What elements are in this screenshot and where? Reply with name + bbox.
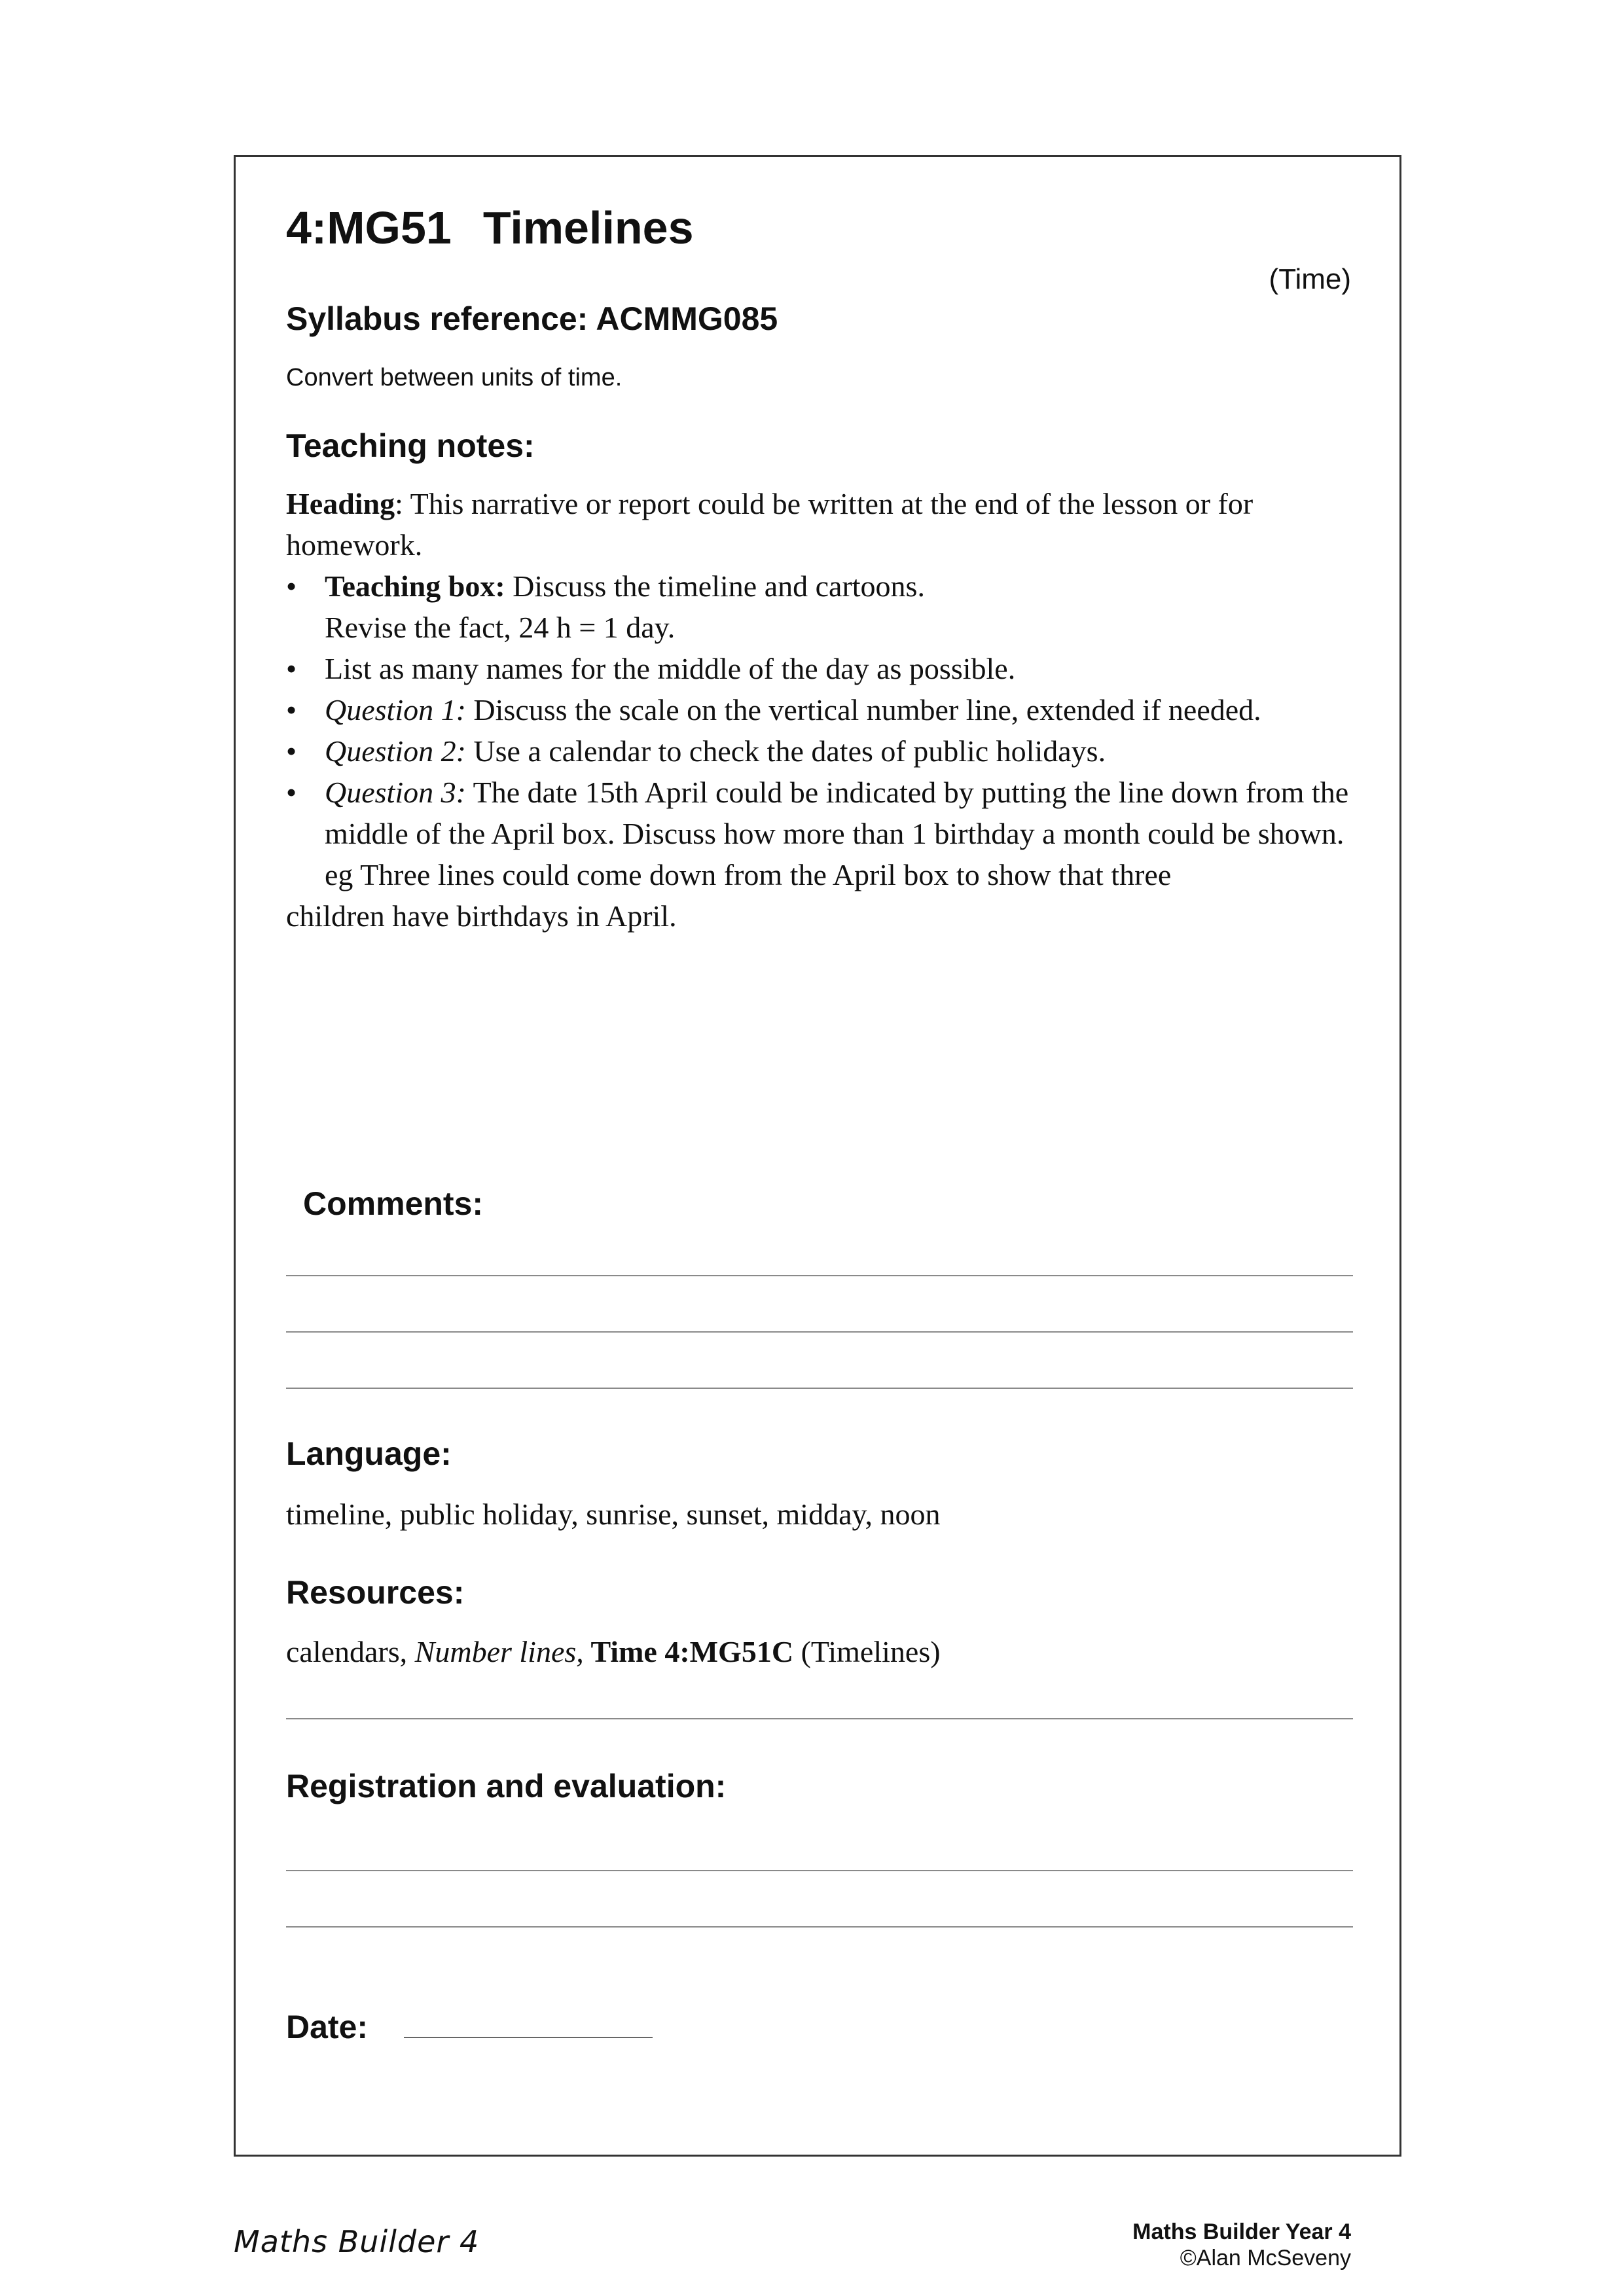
comments-heading: Comments: [303, 1185, 484, 1222]
language-heading: Language: [286, 1435, 452, 1472]
syllabus-reference: Syllabus reference: ACMMG085 [286, 300, 778, 337]
resources-text: calendars, Number lines, Time 4:MG51C (Timelines) [286, 1635, 941, 1668]
footer-right [1132, 2219, 1351, 2271]
footer-book-title: Maths Builder Year 4 [1132, 2219, 1351, 2244]
footer-left: Maths Builder 4 [234, 2224, 480, 2259]
page-title [286, 202, 694, 254]
comments-line[interactable] [286, 1388, 1353, 1389]
example-note: eg Three lines could come down from the April box to show that three [325, 858, 1172, 891]
outcome-text: Convert between units of time. [286, 364, 623, 391]
strand-label: (Time) [1269, 263, 1351, 295]
date-label: Date: [286, 2009, 369, 2045]
list-item: • Teaching box: Discuss the timeline and cartoons. Revise the fact, 24 h = 1 day. [286, 569, 925, 644]
lesson-title: Timelines [482, 202, 694, 253]
registration-heading: Registration and evaluation: [286, 1768, 727, 1804]
lesson-code: 4:MG51 [286, 202, 452, 253]
registration-line[interactable] [286, 1926, 1353, 1928]
teaching-notes-heading: Teaching notes: [286, 427, 535, 464]
language-text: timeline, public holiday, sunrise, sunset, midday, noon [286, 1498, 941, 1531]
heading-note: Heading: This narrative or report could be written at the end of the lesson or for homework. [286, 487, 1254, 562]
resources-line [286, 1718, 1353, 1719]
comments-line[interactable] [286, 1275, 1353, 1276]
teaching-notes-body [286, 483, 1360, 937]
comments-line[interactable] [286, 1331, 1353, 1333]
footer-copyright: ©Alan McSeveny [1180, 2246, 1351, 2270]
example-note-continued: children have birthdays in April. [286, 899, 677, 933]
list-item: • Question 2: Use a calendar to check the dates of public holidays. [286, 734, 1106, 768]
resources-heading: Resources: [286, 1574, 465, 1611]
list-item: • List as many names for the middle of the day as possible. [286, 652, 1016, 685]
registration-line[interactable] [286, 1870, 1353, 1871]
list-item: • Question 1: Discuss the scale on the vertical number line, extended if needed. [286, 693, 1261, 726]
list-item: • Question 3: The date 15th April could be indicated by putting the line down from the middle of the April box. Discuss how more than 1 birthday a month could be shown. [286, 776, 1349, 850]
date-line[interactable] [404, 2037, 653, 2038]
